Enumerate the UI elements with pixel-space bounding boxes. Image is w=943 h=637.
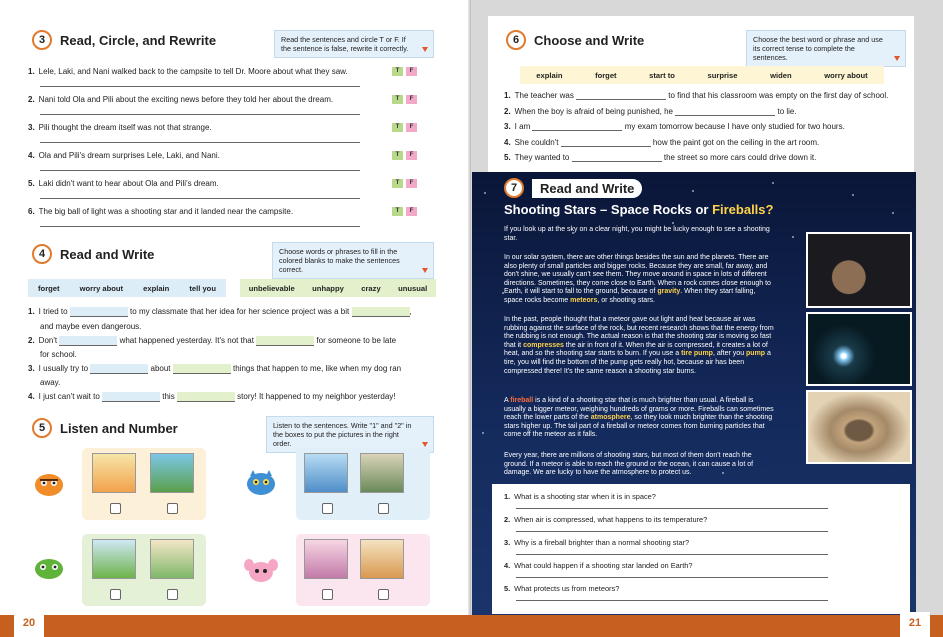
story-picture — [304, 539, 348, 579]
footer-bar — [0, 615, 943, 637]
order-box[interactable] — [322, 503, 333, 514]
true-option[interactable]: T — [392, 95, 403, 104]
section-6-title — [506, 30, 644, 50]
item-text: about — [150, 364, 171, 374]
item-number: 4. — [28, 392, 35, 402]
word-bank-item: explain — [143, 283, 170, 293]
item-text: What protects us from meteors? — [514, 584, 620, 593]
false-option[interactable]: F — [406, 67, 417, 76]
s6-item — [504, 107, 797, 116]
section-4-instruction — [272, 242, 434, 279]
section-3-title — [32, 30, 216, 50]
blank-blue[interactable] — [102, 392, 160, 402]
left-page — [0, 0, 471, 637]
true-false-choice — [392, 207, 417, 216]
item-text: , — [409, 307, 412, 317]
false-option[interactable]: F — [406, 95, 417, 104]
answer-blank[interactable] — [675, 107, 775, 116]
word-bank-item: start to — [649, 70, 675, 80]
blank-green[interactable] — [352, 307, 410, 317]
false-option[interactable]: F — [406, 123, 417, 132]
page-number-left: 20 — [14, 612, 44, 637]
item-number: 2. — [28, 336, 35, 346]
blank-blue[interactable] — [59, 336, 117, 346]
item-text: Don't — [38, 336, 58, 346]
text: , so they look much brighter than the shooting stars higher up. The tail part of a fireball or meteor comes from burning particles that come off the meteor as it falls. — [504, 414, 773, 439]
item-number: 1. — [504, 91, 511, 100]
section-7-badge: 7 — [504, 178, 524, 198]
down-arrow-icon — [422, 47, 428, 52]
item-text: I usually try to — [38, 364, 89, 374]
article-paragraph: If you look up at the sky on a clear night, you might be lucky enough to see a shooting star. — [504, 226, 770, 242]
s6-item — [504, 138, 819, 147]
word-bank-item: widen — [770, 70, 792, 80]
question-box — [492, 484, 910, 614]
order-box[interactable] — [378, 503, 389, 514]
item-text: for someone to be late — [316, 336, 397, 346]
order-box[interactable] — [110, 503, 121, 514]
item-text: things that happen to me, like when my dog ran — [233, 364, 402, 374]
item-text: to my classmate that her idea for her science project was a bit — [130, 307, 350, 317]
word-bank-item: unhappy — [312, 283, 344, 293]
item-number: 1. — [504, 492, 511, 501]
s4-item-3-cont: away. — [40, 378, 61, 387]
article-paragraph: Every year, there are millions of shooting stars, but most of them don't reach the ground. If a meteor is able to reach the ground or the ocean, it can cause a lot of damage. We are lucky to have the atmosphere to protect us. — [504, 452, 754, 477]
pink-character-icon — [244, 556, 278, 584]
word-bank-item: surprise — [707, 70, 738, 80]
section-3-heading: Read, Circle, and Rewrite — [60, 32, 217, 48]
story-picture — [92, 539, 136, 579]
word-bank-item: unusual — [398, 283, 428, 293]
story-picture — [360, 539, 404, 579]
answer-line[interactable] — [40, 86, 360, 87]
item-text: I tried to — [38, 307, 68, 317]
section-4-badge: 4 — [32, 244, 52, 264]
s4-item-3 — [28, 364, 401, 374]
star-dot — [692, 190, 694, 192]
answer-line[interactable] — [40, 226, 360, 227]
s3-item — [28, 67, 348, 76]
item-text: to lie. — [777, 106, 797, 116]
answer-line[interactable] — [516, 508, 828, 509]
text: , after you — [712, 350, 747, 358]
item-text: What is a shooting star when it is in space? — [514, 492, 656, 501]
keyword: gravity — [657, 288, 681, 296]
item-number: 3. — [504, 122, 511, 131]
item-text: The teacher was — [514, 91, 574, 100]
keyword: pump — [746, 350, 766, 358]
s7-question — [504, 561, 693, 570]
orange-character-icon — [32, 470, 66, 498]
section-6-heading: Choose and Write — [534, 32, 645, 48]
s3-item — [28, 95, 333, 104]
s3-item — [28, 207, 293, 216]
word-bank-item: tell you — [189, 283, 216, 293]
blank-green[interactable] — [256, 336, 314, 346]
story-picture — [150, 453, 194, 493]
item-text: Lele, Laki, and Nani walked back to the campsite to tell Dr. Moore about what they saw. — [38, 67, 348, 76]
section-4-instruction-text: Choose words or phrases to fill in the colored blanks to make the sentences correct. — [279, 247, 400, 274]
s7-question — [504, 515, 707, 524]
article-title — [504, 202, 773, 217]
article-title-highlight: Fireballs? — [712, 202, 774, 217]
asteroid-photo — [806, 232, 912, 308]
story-picture — [150, 539, 194, 579]
s4-item-1-cont: and maybe even dangerous. — [40, 322, 142, 331]
article-title-main: Shooting Stars – Space Rocks or — [504, 202, 713, 217]
answer-blank[interactable] — [572, 153, 662, 162]
word-bank-item: explain — [536, 70, 563, 80]
text: . When they start falling, space rocks become — [504, 288, 756, 304]
section-7-panel — [472, 172, 916, 615]
s4-item-1 — [28, 307, 412, 317]
text: In the past, people thought that a meteor gave out light and heat because air was rubbing against the surface of the rock, but recent research shows that the energy from the rubbing is not enough. The actual reason is that the shooting star is moving so fast that it — [504, 316, 774, 349]
section-6-instruction — [746, 30, 906, 67]
item-text: I just can't wait to — [38, 392, 100, 402]
keyword: meteors — [570, 296, 598, 304]
down-arrow-icon — [422, 442, 428, 447]
item-text: this — [162, 392, 175, 402]
item-text: What could happen if a shooting star landed on Earth? — [514, 561, 693, 570]
article-paragraph — [504, 397, 774, 440]
order-box[interactable] — [110, 589, 121, 600]
item-text: Why is a fireball brighter than a normal shooting star? — [514, 538, 690, 547]
s3-item — [28, 179, 219, 188]
false-option[interactable]: F — [406, 207, 417, 216]
star-dot — [852, 194, 854, 196]
star-dot — [672, 222, 674, 224]
s6-item — [504, 91, 888, 100]
answer-line[interactable] — [40, 170, 360, 171]
item-text: Ola and Pili's dream surprises Lele, Laki, and Nani. — [38, 151, 220, 160]
order-box[interactable] — [167, 503, 178, 514]
story-picture — [92, 453, 136, 493]
item-number: 4. — [28, 151, 35, 160]
item-text: my exam tomorrow because I have only studied for two hours. — [624, 122, 845, 131]
blank-blue[interactable] — [90, 364, 148, 374]
text: , or shooting stars. — [597, 296, 655, 304]
item-text: When the boy is afraid of being punished, he — [514, 106, 673, 116]
text: In our solar system, there are other things besides the sun and the planets. There are also plenty of small particles and bigger rocks. Because they are small, far away, and don't shine, we usually can't see them. They move around in space in lots of different directions. Sometimes, they come close to Earth. When a rock comes close enough to Earth, it will start to fall to the ground, because of — [504, 254, 771, 296]
answer-line[interactable] — [40, 142, 360, 143]
s6-item — [504, 153, 816, 162]
section-3-instruction-text: Read the sentences and circle T or F. If the sentence is false, rewrite it correctly. — [281, 35, 409, 53]
s3-item — [28, 151, 220, 160]
keyword: tire pump — [681, 350, 713, 358]
item-text: The big ball of light was a shooting star and it landed near the campsite. — [38, 207, 294, 216]
section-6-badge: 6 — [506, 30, 526, 50]
story-picture — [304, 453, 348, 493]
section-5-heading: Listen and Number — [60, 420, 178, 436]
true-false-choice — [392, 179, 417, 188]
answer-line[interactable] — [516, 600, 828, 601]
s4-item-4 — [28, 392, 395, 402]
s7-question — [504, 584, 619, 593]
word-bank-item: worry about — [824, 70, 868, 80]
word-bank-item: forget — [595, 70, 617, 80]
true-false-choice — [392, 95, 417, 104]
s7-question — [504, 538, 689, 547]
green-character-icon — [32, 554, 66, 582]
item-number: 1. — [28, 67, 35, 76]
star-dot — [484, 192, 486, 194]
false-option[interactable]: F — [406, 151, 417, 160]
item-number: 6. — [28, 207, 35, 216]
article-paragraph — [504, 316, 774, 376]
s6-item — [504, 122, 845, 131]
item-text: what happened yesterday. It's not that — [119, 336, 254, 346]
item-text: They wanted to — [514, 153, 570, 162]
word-bank-blue — [28, 279, 226, 297]
answer-blank[interactable] — [576, 91, 666, 100]
item-text: She couldn't — [514, 137, 559, 147]
item-number: 4. — [504, 561, 511, 570]
answer-line[interactable] — [40, 114, 360, 115]
story-picture — [360, 453, 404, 493]
item-number: 5. — [28, 179, 35, 188]
answer-blank[interactable] — [532, 122, 622, 131]
down-arrow-icon — [422, 268, 428, 273]
crater-photo — [806, 390, 912, 464]
item-text: When air is compressed, what happens to its temperature? — [514, 515, 708, 524]
word-bank-item: forget — [38, 283, 60, 293]
item-number: 3. — [28, 123, 35, 132]
keyword: fireball — [510, 397, 534, 404]
order-box[interactable] — [322, 589, 333, 600]
word-bank-green — [240, 279, 436, 297]
section-4-heading: Read and Write — [60, 246, 155, 262]
article-paragraph — [504, 254, 774, 306]
item-text: Nani told Ola and Pili about the exciting news before they told her about the dream. — [38, 95, 334, 104]
item-text: how the paint got on the ceiling in the art room. — [652, 137, 820, 147]
item-number: 1. — [28, 307, 35, 317]
section-7-heading: Read and Write — [532, 179, 642, 198]
blue-character-icon — [244, 468, 278, 496]
blank-blue[interactable] — [70, 307, 128, 317]
item-text: Laki didn't want to hear about Ola and Pili's dream. — [38, 179, 219, 188]
blank-green[interactable] — [173, 364, 231, 374]
section-5-title — [32, 418, 178, 438]
true-false-choice — [392, 67, 417, 76]
text: the air in front of it. When the air is compressed, it creates a lot of heat, and so the shooting star starts to burn. If you use a — [504, 341, 768, 358]
true-option[interactable]: T — [392, 151, 403, 160]
keyword: compresses — [523, 341, 564, 349]
item-text: I am — [514, 122, 531, 131]
star-dot — [892, 212, 894, 214]
star-dot — [772, 182, 774, 184]
page-number-right: 21 — [900, 612, 930, 637]
item-number: 3. — [28, 364, 35, 374]
fireball-photo — [806, 312, 912, 386]
section-6-instruction-text: Choose the best word or phrase and use its correct tense to complete the sentences. — [753, 35, 883, 62]
item-number: 2. — [504, 515, 511, 524]
true-option[interactable]: T — [392, 207, 403, 216]
section-3-badge: 3 — [32, 30, 52, 50]
true-option[interactable]: T — [392, 67, 403, 76]
word-bank-item: worry about — [79, 283, 124, 293]
order-box[interactable] — [167, 589, 178, 600]
answer-line[interactable] — [516, 531, 828, 532]
star-dot — [792, 236, 794, 238]
item-number: 3. — [504, 538, 511, 547]
item-number: 2. — [504, 106, 511, 116]
s3-item — [28, 123, 212, 132]
true-false-choice — [392, 151, 417, 160]
item-text: Pili thought the dream itself was not that strange. — [38, 123, 212, 132]
text: a tire, you will find the bottom of the pump gets really hot, because air has been compressed there! It's the same reason a shooting star burns. — [504, 350, 771, 375]
word-bank-yellow — [520, 66, 884, 84]
answer-line[interactable] — [40, 198, 360, 199]
item-number: 5. — [504, 153, 511, 162]
item-number: 4. — [504, 137, 511, 147]
s4-item-2 — [28, 336, 396, 346]
section-5-badge: 5 — [32, 418, 52, 438]
item-number: 5. — [504, 584, 511, 593]
order-box[interactable] — [378, 589, 389, 600]
s4-item-2-cont: for school. — [40, 350, 77, 359]
word-bank-item: crazy — [361, 283, 381, 293]
true-false-choice — [392, 123, 417, 132]
section-3-instruction — [274, 30, 434, 58]
answer-blank[interactable] — [561, 138, 651, 147]
keyword: atmosphere — [590, 414, 631, 422]
word-bank-item: unbelievable — [248, 283, 295, 293]
answer-line[interactable] — [516, 554, 828, 555]
item-text: to find that his classroom was empty on the first day of school. — [668, 91, 889, 100]
section-4-title — [32, 244, 154, 264]
false-option[interactable]: F — [406, 179, 417, 188]
item-text: the street so more cars could drive down it. — [663, 153, 817, 162]
true-option[interactable]: T — [392, 179, 403, 188]
s7-question — [504, 492, 656, 501]
text: is a kind of a shooting star that is much brighter than usual. A fireball is usually a bigger meteor, weighing hundreds of grams or more. Fireballs can sometimes reach the lower parts of the — [504, 397, 774, 422]
true-option[interactable]: T — [392, 123, 403, 132]
item-text: story! It happened to my neighbor yesterday! — [237, 392, 396, 402]
text: A — [504, 397, 511, 404]
star-dot — [482, 432, 484, 434]
section-7-title — [504, 178, 642, 198]
blank-green[interactable] — [177, 392, 235, 402]
item-number: 2. — [28, 95, 35, 104]
down-arrow-icon — [894, 56, 900, 61]
answer-line[interactable] — [516, 577, 828, 578]
section-5-instruction-text: Listen to the sentences. Write "1" and "2" in the boxes to put the pictures in the right order. — [273, 421, 412, 448]
